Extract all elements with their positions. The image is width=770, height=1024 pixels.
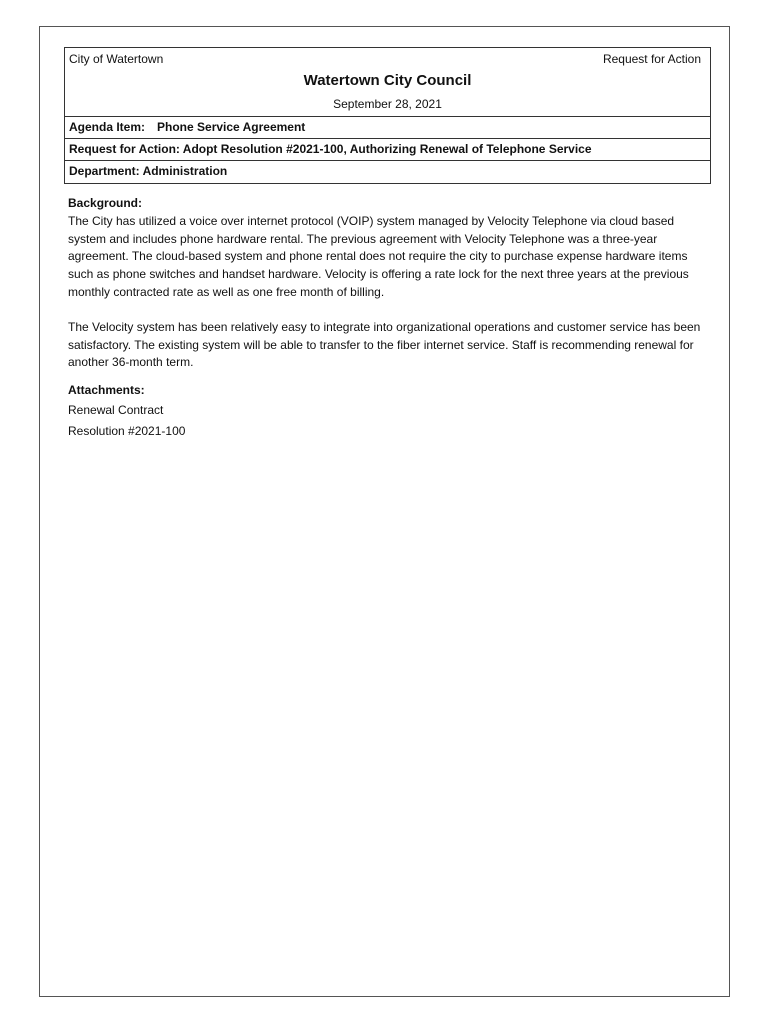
attachment-item: Renewal Contract (68, 402, 164, 417)
document-page (39, 26, 730, 997)
attachment-item: Resolution #2021-100 (68, 423, 186, 438)
request-for-action-row (65, 139, 710, 161)
agenda-item-label: Agenda Item: (69, 120, 146, 134)
meeting-date: September 28, 2021 (333, 97, 442, 111)
department-text: Department: Administration (69, 164, 228, 178)
header-box (64, 47, 711, 184)
page-title: Watertown City Council (303, 72, 472, 89)
department-row (65, 161, 710, 183)
background-paragraph-2: The Velocity system has been relatively easy to integrate into organizational operations and customer service has been satisfactory. The existing system will be able to transfer to the fiber internet service. Staff is recommending renewal for another 36-month term. (68, 319, 701, 370)
background-heading: Background: (68, 196, 143, 210)
agenda-item-value: Phone Service Agreement (157, 120, 306, 134)
document-body (68, 195, 704, 442)
document-type: Request for Action (602, 52, 701, 66)
header-title-block (65, 48, 710, 117)
background-paragraph-1: The City has utilized a voice over internet protocol (VOIP) system managed by Velocity Telephone via cloud based system and includes phone hardware rental. The previous agreement with Velocity Telephone was a three-year agreement. The cloud-based system and phone rental does not require the city to purchase expense hardware items such as phone switches and handset hardware. Velocity is offering a rate lock for the next three years at the previous monthly contracted rate as well as one free month of billing. (68, 213, 689, 299)
city-name: City of Watertown (69, 52, 164, 66)
request-for-action-text: Request for Action: Adopt Resolution #2021-100, Authorizing Renewal of Telephone Service (69, 142, 592, 156)
agenda-item-row (65, 117, 710, 139)
attachments-heading: Attachments: (68, 383, 145, 398)
